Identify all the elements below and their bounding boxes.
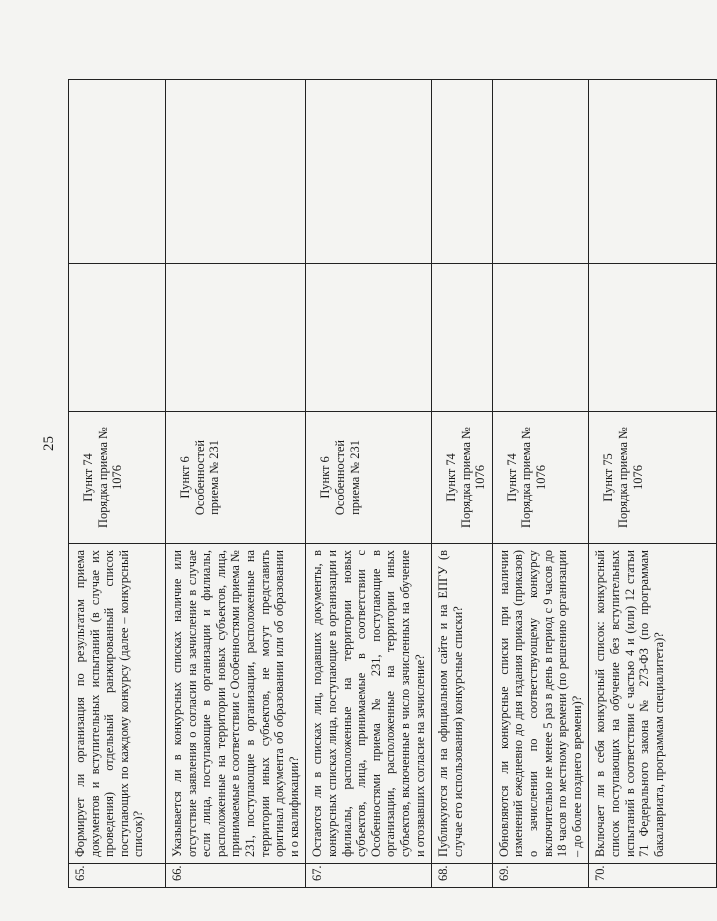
answer-cell [589,264,717,412]
reference-line: Пункт 74 [444,453,459,502]
reference-line: Пункт 75 [601,453,616,502]
answer-cell [432,264,493,412]
reference-line: приема № 231 [347,440,362,515]
reference-cell [69,412,166,544]
answer-cell [492,264,589,412]
question-cell: Формирует ли организация по результатам приема документов и вступительных испытаний (в случае их проведения) отдельный ранжированный список поступающих по каждому конкурсу (далее – конкурсный список)? [69,544,166,864]
note-cell [432,80,493,264]
reference-cell [432,412,493,544]
question-cell: Включает ли в себя конкурсный список: конкурсный список поступающих на обучение без вступительных испытаний в соответствии с частью 4 и (или) 12 статьи 71 Федерального закона № 273-ФЗ (по программам бакалавриата, программам специалитета)? [589,544,717,864]
reference-cell [306,412,432,544]
answer-cell [166,264,306,412]
checklist-table-container [68,80,666,888]
answer-cell [306,264,432,412]
row-number: 70. [589,864,717,888]
row-number: 66. [166,864,306,888]
table-row [166,80,306,888]
reference-line: Пункт 6 Особенностей [178,439,207,516]
question-cell: Публикуются ли на официальном сайте и на ЕПГУ (в случае его использования) конкурсные списки? [432,544,493,864]
note-cell [166,80,306,264]
row-number: 68. [432,864,493,888]
reference-line: Порядка приема № 1076 [458,427,488,528]
table-row [306,80,432,888]
reference-cell [166,412,306,544]
reference-cell [589,412,717,544]
row-number: 65. [69,864,166,888]
table-row [69,80,166,888]
note-cell [492,80,589,264]
question-cell: Указывается ли в конкурсных списках наличие или отсутствие заявления о согласии на зачисление в случае если лица, поступающие в организации и филиалы, расположенные на территории новых субъектов, лица, принимаемые в соответствии с Особенностями приема № 231, поступающие в организации, расположенные на территории иных субъектов, не могут представить оригинал документа об образовании или об образовании и о квалификации? [166,544,306,864]
note-cell [306,80,432,264]
note-cell [589,80,717,264]
reference-line: Пункт 6 Особенностей [318,439,347,516]
table-row [492,80,589,888]
row-number: 67. [306,864,432,888]
question-cell: Остаются ли в списках лиц, подавших документы, в конкурсных списках лица, поступающие в организации и филиалы, расположенные на территории новых субъектов, лица, принимаемые в соответствии с Особенностями приема № 231, поступающие в организации, расположенные на территории иных субъектов, включенные в число зачисленных на обучение и отозвавших согласие на зачисление? [306,544,432,864]
reference-line: приема № 231 [207,440,222,515]
reference-cell [492,412,589,544]
question-cell: Обновляются ли конкурсные списки при наличии изменений ежедневно до дня издания приказа (приказов) о зачислении по соответствующему конкурсу включительно не менее 5 раз в день в период с 9 часов до 18 часов по местному времени (по решению организации – до более позднего времени)? [492,544,589,864]
answer-cell [69,264,166,412]
note-cell [69,80,166,264]
table-row [432,80,493,888]
table-row [589,80,717,888]
page-number: 25 [41,436,57,451]
reference-line: Порядка приема № 1076 [616,427,645,528]
reference-line: Порядка приема № 1076 [519,427,549,528]
reference-line: Пункт 74 [81,453,95,502]
reference-line: Пункт 74 [504,453,519,502]
checklist-table [68,79,717,888]
row-number: 69. [492,864,589,888]
reference-line: Порядка приема № 1076 [95,427,125,528]
